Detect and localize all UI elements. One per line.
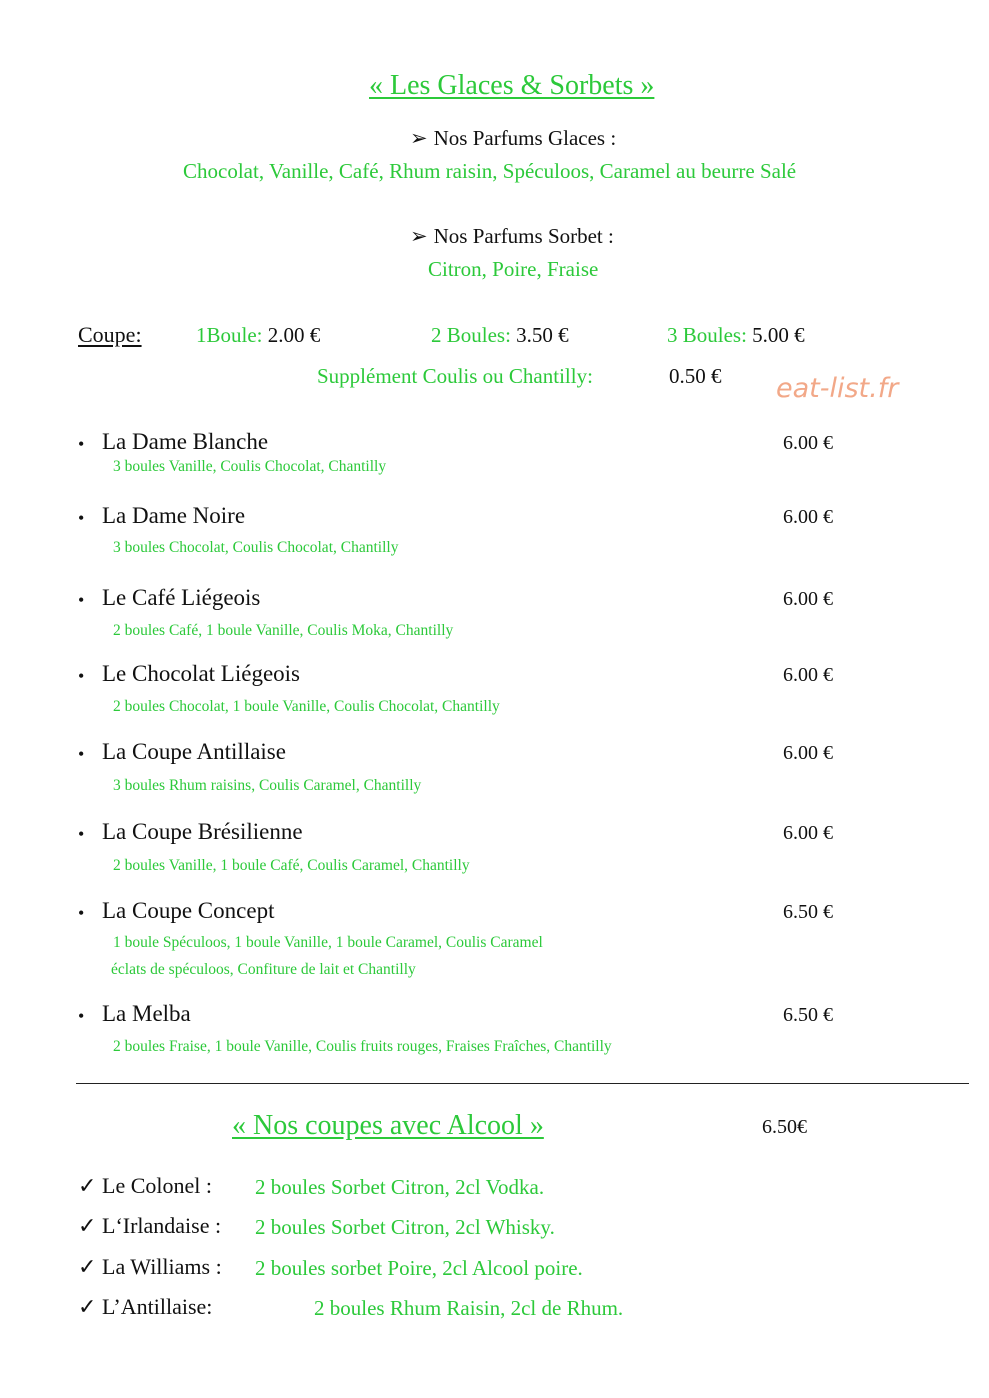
supplement-price: 0.50 € [669,364,722,388]
alcool-item-desc: 2 boules Sorbet Citron, 2cl Vodka. [255,1175,545,1199]
item-desc: 2 boules Fraise, 1 boule Vanille, Coulis fruits rouges, Fraises Fraîches, Chantilly [113,1038,612,1055]
bullet-icon: • [78,590,85,610]
bullet-icon: • [78,1006,85,1026]
item-desc: 3 boules Chocolat, Coulis Chocolat, Chantilly [113,539,399,556]
item-price: 6.00 € [783,506,833,528]
section-divider [76,1083,969,1084]
item-desc: 3 boules Vanille, Coulis Chocolat, Chantilly [113,458,387,475]
item-name: La Coupe Brésilienne [102,819,303,844]
alcool-price: 6.50€ [762,1116,807,1138]
coupe-three-label: 3 Boules: [667,323,747,347]
sorbets-heading [410,224,614,249]
glaces-heading-text: Nos Parfums Glaces : [433,126,617,150]
page-title: « Les Glaces & Sorbets » [369,70,655,101]
coupe-one-label: 1Boule: [196,323,263,347]
bullet-icon: • [78,744,85,764]
sorbets-flavors: Citron, Poire, Fraise [428,257,599,281]
item-name: La Coupe Antillaise [102,739,286,764]
item-desc: 2 boules Café, 1 boule Vanille, Coulis Moka, Chantilly [113,622,454,639]
item-desc: 1 boule Spéculoos, 1 boule Vanille, 1 boule Caramel, Coulis Caramel [113,934,543,951]
alcool-item-desc: 2 boules Rhum Raisin, 2cl de Rhum. [314,1296,624,1320]
alcool-item-name: L’Antillaise: [102,1294,213,1319]
arrow-bullet-icon: ➢ [410,224,428,248]
bullet-icon: • [78,824,85,844]
alcool-item-desc: 2 boules Sorbet Citron, 2cl Whisky. [255,1215,555,1239]
item-name: Le Café Liégeois [102,585,261,610]
item-name: La Dame Blanche [102,429,269,454]
checkmark-icon: ✓ [78,1254,97,1279]
item-desc-continued: éclats de spéculoos, Confiture de lait et Chantilly [111,961,416,978]
coupe-one-boule [196,323,320,348]
item-price: 6.00 € [783,432,833,454]
coupe-three-boules [667,323,805,348]
item-name: La Melba [102,1001,191,1026]
item-price: 6.00 € [783,588,833,610]
alcool-item-desc: 2 boules sorbet Poire, 2cl Alcool poire. [255,1256,583,1280]
checkmark-icon: ✓ [78,1213,97,1238]
item-price: 6.00 € [783,664,833,686]
alcool-title: « Nos coupes avec Alcool » [232,1110,544,1141]
checkmark-icon: ✓ [78,1294,97,1319]
alcool-item-name: Le Colonel : [102,1173,212,1198]
glaces-flavors: Chocolat, Vanille, Café, Rhum raisin, Spéculoos, Caramel au beurre Salé [183,159,797,183]
sorbets-heading-text: Nos Parfums Sorbet : [433,224,614,248]
bullet-icon: • [78,903,85,923]
supplement-label: Supplément Coulis ou Chantilly: [317,364,593,388]
coupe-two-label: 2 Boules: [431,323,511,347]
checkmark-icon: ✓ [78,1173,97,1198]
bullet-icon: • [78,666,85,686]
coupe-two-boules [431,323,569,348]
item-price: 6.00 € [783,742,833,764]
coupe-one-price: 2.00 € [267,323,321,347]
item-price: 6.00 € [783,822,833,844]
item-name: Le Chocolat Liégeois [102,661,300,686]
alcool-item-name: La Williams : [102,1254,222,1279]
coupe-three-price: 5.00 € [752,323,805,347]
item-price: 6.50 € [783,1004,833,1026]
glaces-heading [410,126,616,151]
coupe-label: Coupe: [78,322,142,347]
arrow-bullet-icon: ➢ [410,126,428,150]
item-name: La Dame Noire [102,503,246,528]
item-price: 6.50 € [783,901,833,923]
item-desc: 3 boules Rhum raisins, Coulis Caramel, Chantilly [113,777,422,794]
item-desc: 2 boules Vanille, 1 boule Café, Coulis Caramel, Chantilly [113,857,470,874]
coupe-two-price: 3.50 € [516,323,569,347]
item-desc: 2 boules Chocolat, 1 boule Vanille, Coulis Chocolat, Chantilly [113,698,500,715]
bullet-icon: • [78,434,85,454]
alcool-item-name: L‘Irlandaise : [102,1213,222,1238]
watermark-logo: eat-list.fr [776,373,899,404]
item-name: La Coupe Concept [102,898,275,923]
bullet-icon: • [78,508,85,528]
